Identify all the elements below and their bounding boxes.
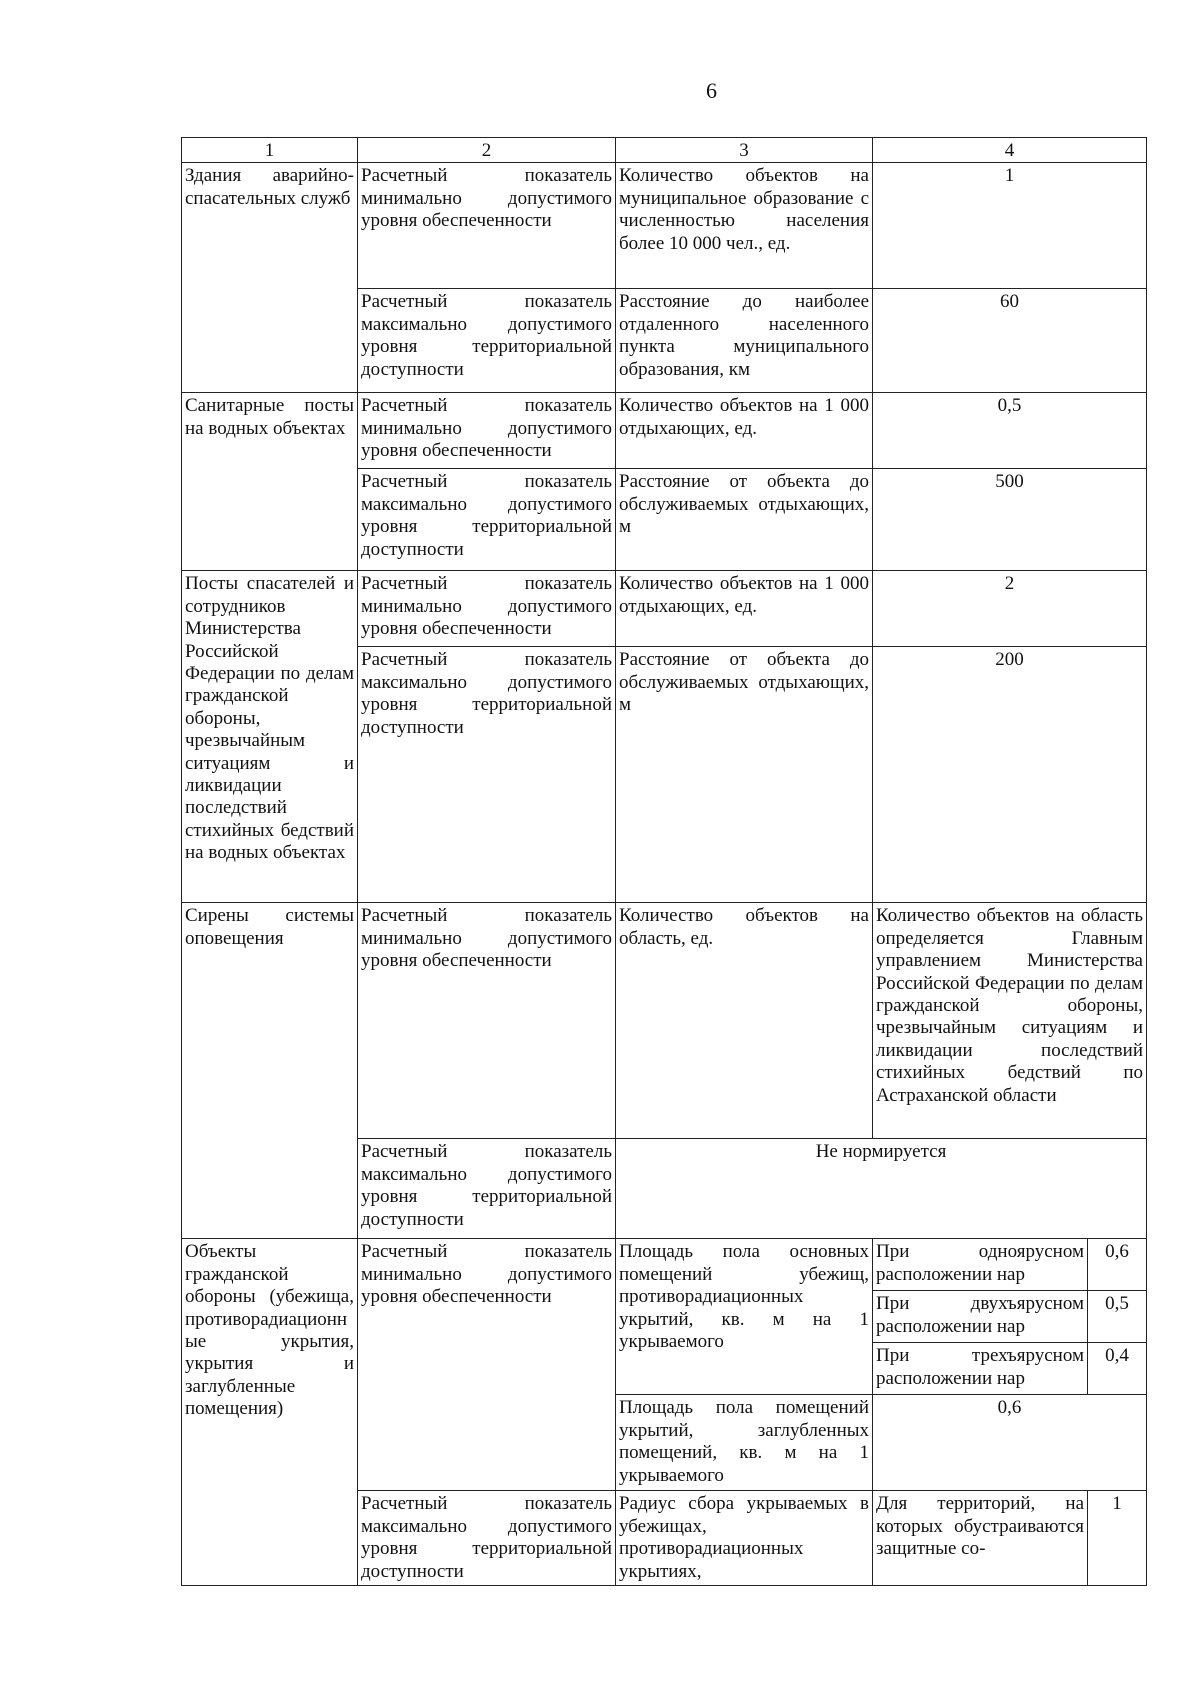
bunk-value-cell: 0,4: [1088, 1343, 1147, 1395]
description-cell: Количество объектов на 1 000 отдыхающих, ед.: [616, 571, 873, 647]
indicator-cell: Расчетный показатель минимально допустимого уровня обеспеченности: [358, 1239, 616, 1491]
description-cell: Количество объектов на муниципальное образование с численностью населения более 10 000 чел., ед.: [616, 163, 873, 289]
value-cell: 60: [873, 289, 1147, 393]
bunk-condition-cell: При двухъярусном расположении нар: [873, 1291, 1088, 1343]
bunk-value-cell: 0,6: [1088, 1239, 1147, 1291]
bunk-condition-cell: При трехъярусном расположении нар: [873, 1343, 1088, 1395]
value-cell: Количество объектов на область определяется Главным управлением Министерства Российской Федерации по делам гражданской обороны, чрезвычайным ситуациям и ликвидации последствий стихийных бедствий по Астраханской области: [873, 903, 1147, 1139]
table-row: [182, 163, 1147, 289]
condition-cell: Для территорий, на которых обустраиваются защитные со-: [873, 1491, 1088, 1586]
indicator-cell: Расчетный показатель максимально допустимого уровня территориальной доступности: [358, 1139, 616, 1239]
object-name-sanitary: Санитарные посты на водных объектах: [182, 393, 358, 571]
bunk-condition-cell: При одноярусном расположении нар: [873, 1239, 1088, 1291]
header-col-4: 4: [873, 138, 1147, 163]
value-cell: 500: [873, 469, 1147, 571]
object-name-civil-defence: Объекты гражданской обороны (убежища, противорадиационные укрытия, укрытия и заглубленные помещения): [182, 1239, 358, 1586]
header-col-3: 3: [616, 138, 873, 163]
page-number: 6: [706, 78, 717, 103]
indicator-cell: Расчетный показатель максимально допустимого уровня территориальной доступности: [358, 647, 616, 903]
header-col-2: 2: [358, 138, 616, 163]
indicator-cell: Расчетный показатель минимально допустимого уровня обеспеченности: [358, 903, 616, 1139]
object-name-sirens: Сирены системы оповещения: [182, 903, 358, 1239]
indicator-cell: Расчетный показатель минимально допустимого уровня обеспеченности: [358, 571, 616, 647]
table-row: [182, 903, 1147, 1139]
description-cell: Площадь пола основных помещений убежищ, противорадиационных укрытий, кв. м на 1 укрываемого: [616, 1239, 873, 1395]
header-col-1: 1: [182, 138, 358, 163]
table-row: [182, 571, 1147, 647]
table-row: [182, 1239, 1147, 1291]
description-cell: Расстояние до наиболее отдаленного населенного пункта муниципального образования, км: [616, 289, 873, 393]
indicator-cell: Расчетный показатель минимально допустимого уровня обеспеченности: [358, 393, 616, 469]
standards-table: [181, 137, 1147, 1586]
indicator-cell: Расчетный показатель максимально допустимого уровня территориальной доступности: [358, 1491, 616, 1586]
value-cell: 2: [873, 571, 1147, 647]
description-cell: Количество объектов на 1 000 отдыхающих, ед.: [616, 393, 873, 469]
value-cell: 200: [873, 647, 1147, 903]
indicator-cell: Расчетный показатель максимально допустимого уровня территориальной доступности: [358, 469, 616, 571]
value-cell: 0,6: [873, 1395, 1147, 1491]
description-cell: Радиус сбора укрываемых в убежищах, противорадиационных укрытиях,: [616, 1491, 873, 1586]
table-header-row: [182, 138, 1147, 163]
not-regulated-cell: Не нормируется: [616, 1139, 1147, 1239]
bunk-value-cell: 0,5: [1088, 1291, 1147, 1343]
object-name-posts: Посты спасателей и сотрудников Министерства Российской Федерации по делам гражданской обороны, чрезвычайным ситуациям и ликвидации последствий стихийных бедствий на водных объектах: [182, 571, 358, 903]
value-cell: 1: [873, 163, 1147, 289]
value-cell: 1: [1088, 1491, 1147, 1586]
description-cell: Расстояние от объекта до обслуживаемых отдыхающих, м: [616, 647, 873, 903]
indicator-cell: Расчетный показатель минимально допустимого уровня обеспеченности: [358, 163, 616, 289]
description-cell: Площадь пола помещений укрытий, заглубленных помещений, кв. м на 1 укрываемого: [616, 1395, 873, 1491]
table-row: [182, 393, 1147, 469]
indicator-cell: Расчетный показатель максимально допустимого уровня территориальной доступности: [358, 289, 616, 393]
description-cell: Расстояние от объекта до обслуживаемых отдыхающих, м: [616, 469, 873, 571]
value-cell: 0,5: [873, 393, 1147, 469]
description-cell: Количество объектов на область, ед.: [616, 903, 873, 1139]
object-name-rescue: Здания аварийно-спасательных служб: [182, 163, 358, 393]
